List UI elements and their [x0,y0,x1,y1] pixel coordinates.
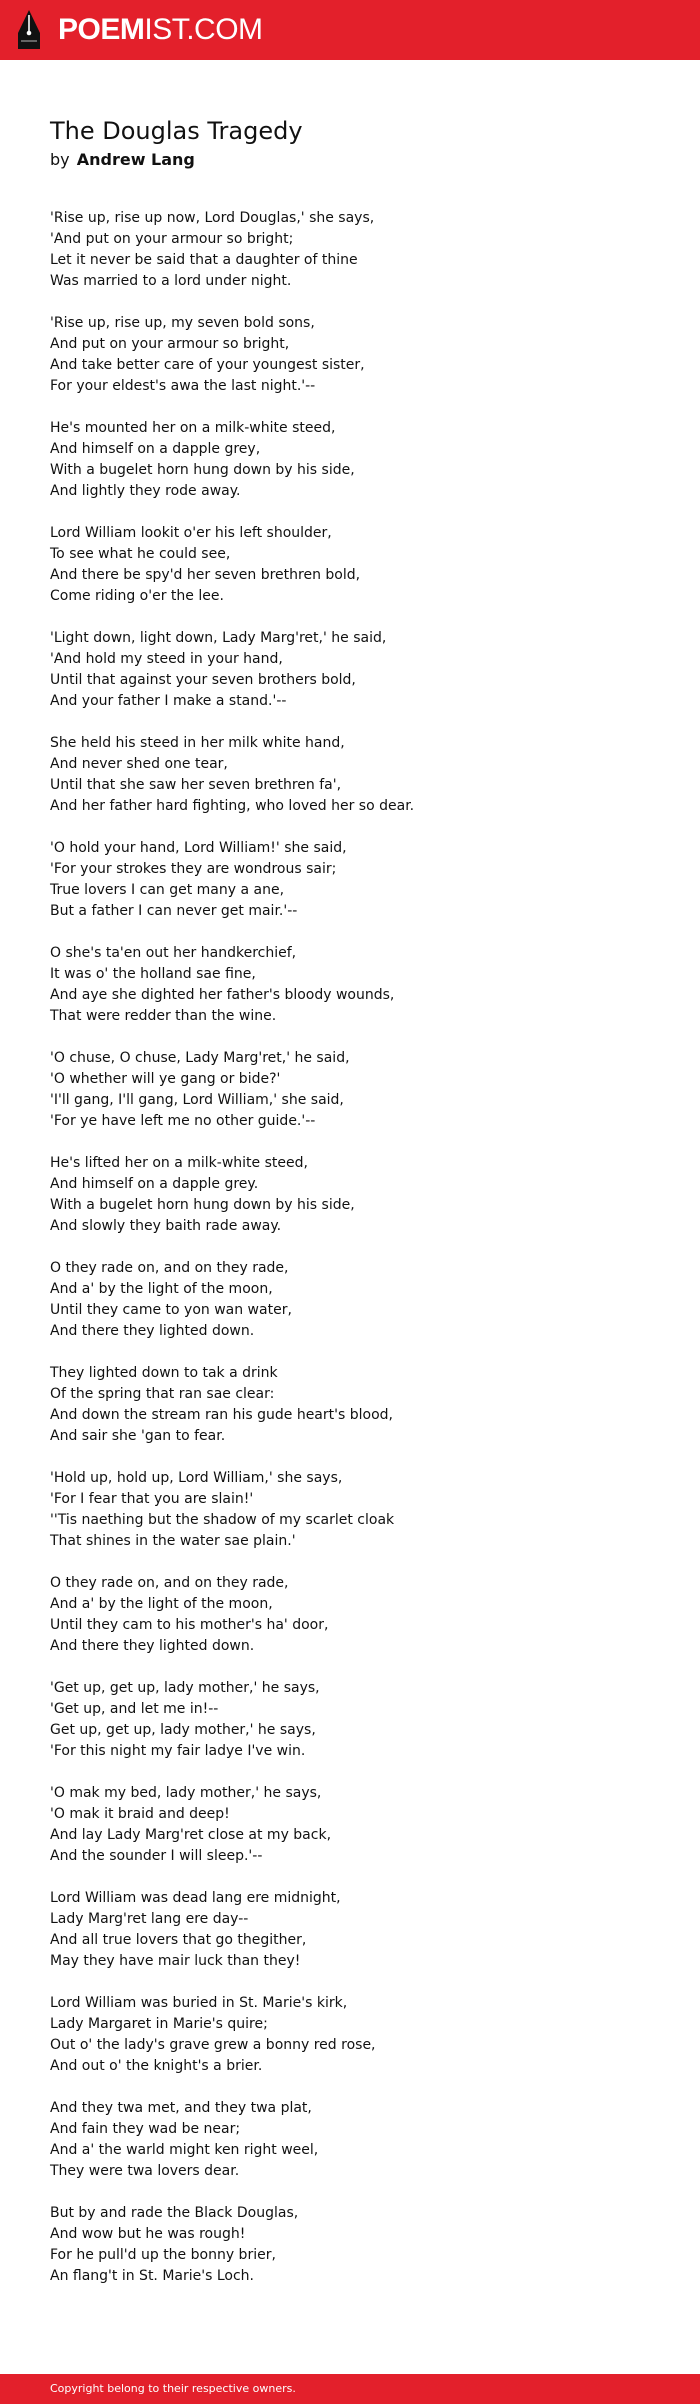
poem-line: May they have mair luck than they! [50,1953,301,1969]
poem-line: 'O hold your hand, Lord William!' she said, [50,840,347,856]
poem-line: She held his steed in her milk white hand, [50,735,345,751]
poem-line: It was o' the holland sae fine, [50,966,256,982]
poem-title: The Douglas Tragedy [50,117,303,145]
poem-line: That were redder than the wine. [50,1008,277,1024]
poem-line: Come riding o'er the lee. [50,588,224,604]
poem-line: 'And put on your armour so bright; [50,231,294,247]
poem-stanza [50,418,650,502]
poem-line: And lightly they rode away. [50,483,241,499]
poem-line: And aye she dighted her father's bloody wounds, [50,987,395,1003]
poem-line: And lay Lady Marg'ret close at my back, [50,1827,332,1843]
poem-line: To see what he could see, [50,546,231,562]
poem-line: 'And hold my steed in your hand, [50,651,283,667]
poem-line: 'Rise up, rise up now, Lord Douglas,' she says, [50,210,375,226]
poem-stanza [50,1888,650,1972]
poem-line: And slowly they baith rade away. [50,1218,282,1234]
poem-line: O they rade on, and on they rade, [50,1575,289,1591]
poem-line: Until that against your seven brothers bold, [50,672,356,688]
byline-prefix: by [50,150,70,169]
poem-line: And your father I make a stand.'-- [50,693,287,709]
poem-stanza [50,208,650,292]
poem-stanza [50,523,650,607]
poem-line: For your eldest's awa the last night.'-- [50,378,316,394]
poem-line: ''Tis naething but the shadow of my scarlet cloak [50,1512,395,1528]
poem-line: 'Hold up, hold up, Lord William,' she says, [50,1470,343,1486]
poem-line: 'For this night my fair ladye I've win. [50,1743,306,1759]
poem-line: For he pull'd up the bonny brier, [50,2247,276,2263]
poem-stanza [50,1468,650,1552]
poem-content [50,114,650,2308]
poem-line: Until they came to yon wan water, [50,1302,292,1318]
poem-line: Lord William was dead lang ere midnight, [50,1890,341,1906]
poem-stanza [50,1993,650,2077]
poem-line: But by and rade the Black Douglas, [50,2205,299,2221]
poem-stanza [50,628,650,712]
poem-line: 'O mak it braid and deep! [50,1806,230,1822]
poem-line: 'O mak my bed, lady mother,' he says, [50,1785,322,1801]
poem-line: They lighted down to tak a drink [50,1365,278,1381]
poem-stanza [50,1153,650,1237]
poem-line: And there they lighted down. [50,1638,255,1654]
poem-line: 'Rise up, rise up, my seven bold sons, [50,315,315,331]
poem-line: And put on your armour so bright, [50,336,290,352]
poem-line: And out o' the knight's a brier. [50,2058,263,2074]
poem-line: And take better care of your youngest sister, [50,357,365,373]
poem-line: And sair she 'gan to fear. [50,1428,226,1444]
logo-strong-text: POEM [58,13,145,46]
poem-line: 'Light down, light down, Lady Marg'ret,' he said, [50,630,387,646]
poem-line: And a' by the light of the moon, [50,1596,273,1612]
poem-stanza [50,1678,650,1762]
poem-line: 'I'll gang, I'll gang, Lord William,' she said, [50,1092,344,1108]
poem-byline [50,149,650,171]
poem-line: Was married to a lord under night. [50,273,292,289]
poem-line: And himself on a dapple grey, [50,441,261,457]
poem-line: And all true lovers that go thegither, [50,1932,307,1948]
poem-line: Lord William lookit o'er his left shoulder, [50,525,332,541]
poem-line: 'For I fear that you are slain!' [50,1491,254,1507]
poem-line: Until they cam to his mother's ha' door, [50,1617,329,1633]
poem-stanza [50,943,650,1027]
poem-line: That shines in the water sae plain.' [50,1533,296,1549]
poem-author: Andrew Lang [76,150,195,169]
site-footer [0,2374,700,2404]
poem-line: 'O whether will ye gang or bide?' [50,1071,281,1087]
poem-line: Out o' the lady's grave grew a bonny red rose, [50,2037,376,2053]
poem-line: 'Get up, get up, lady mother,' he says, [50,1680,320,1696]
poem-stanza [50,733,650,817]
poem-line: 'Get up, and let me in!-- [50,1701,219,1717]
poem-line: And her father hard fighting, who loved her so dear. [50,798,415,814]
poem-stanza [50,2098,650,2182]
poem-stanza [50,838,650,922]
poem-line: With a bugelet horn hung down by his side, [50,462,355,478]
poem-line: And there they lighted down. [50,1323,255,1339]
poem-line: And never shed one tear, [50,756,228,772]
poem-line: And a' by the light of the moon, [50,1281,273,1297]
poem-line: They were twa lovers dear. [50,2163,240,2179]
poem-line: O they rade on, and on they rade, [50,1260,289,1276]
site-logo-text [58,9,263,51]
poem-line: And there be spy'd her seven brethren bold, [50,567,361,583]
poem-line: 'For your strokes they are wondrous sair; [50,861,337,877]
logo-light-text: IST.COM [144,13,263,46]
poem-line: He's mounted her on a milk-white steed, [50,420,336,436]
copyright-text: Copyright belong to their respective owners. [50,2382,296,2395]
site-header [0,0,700,60]
poem-line: And wow but he was rough! [50,2226,246,2242]
site-logo-link[interactable] [16,9,263,51]
poem-stanza [50,2203,650,2287]
poem-line: Of the spring that ran sae clear: [50,1386,275,1402]
poem-line: He's lifted her on a milk-white steed, [50,1155,308,1171]
poem-line: Lady Margaret in Marie's quire; [50,2016,268,2032]
poem-line: And the sounder I will sleep.'-- [50,1848,263,1864]
poem-line: O she's ta'en out her handkerchief, [50,945,297,961]
poem-stanza [50,1048,650,1132]
poem-stanza [50,1573,650,1657]
poem-line: 'For ye have left me no other guide.'-- [50,1113,316,1129]
poem-line: And a' the warld might ken right weel, [50,2142,319,2158]
poem-line: And himself on a dapple grey. [50,1176,259,1192]
poem-stanza [50,1783,650,1867]
poem-line: Until that she saw her seven brethren fa', [50,777,342,793]
poem-line: Get up, get up, lady mother,' he says, [50,1722,316,1738]
poem-line: An flang't in St. Marie's Loch. [50,2268,254,2284]
poem-body [50,208,650,2287]
poem-line: Lady Marg'ret lang ere day-- [50,1911,249,1927]
poem-line: And down the stream ran his gude heart's blood, [50,1407,393,1423]
poem-line: 'O chuse, O chuse, Lady Marg'ret,' he said, [50,1050,350,1066]
poem-line: But a father I can never get mair.'-- [50,903,298,919]
poem-line: And fain they wad be near; [50,2121,241,2137]
poem-stanza [50,1258,650,1342]
poem-line: And they twa met, and they twa plat, [50,2100,312,2116]
poem-line: Let it never be said that a daughter of thine [50,252,358,268]
pen-nib-icon [16,9,42,51]
poem-line: True lovers I can get many a ane, [50,882,285,898]
poem-line: Lord William was buried in St. Marie's kirk, [50,1995,348,2011]
poem-line: With a bugelet horn hung down by his side, [50,1197,355,1213]
poem-stanza [50,1363,650,1447]
poem-stanza [50,313,650,397]
